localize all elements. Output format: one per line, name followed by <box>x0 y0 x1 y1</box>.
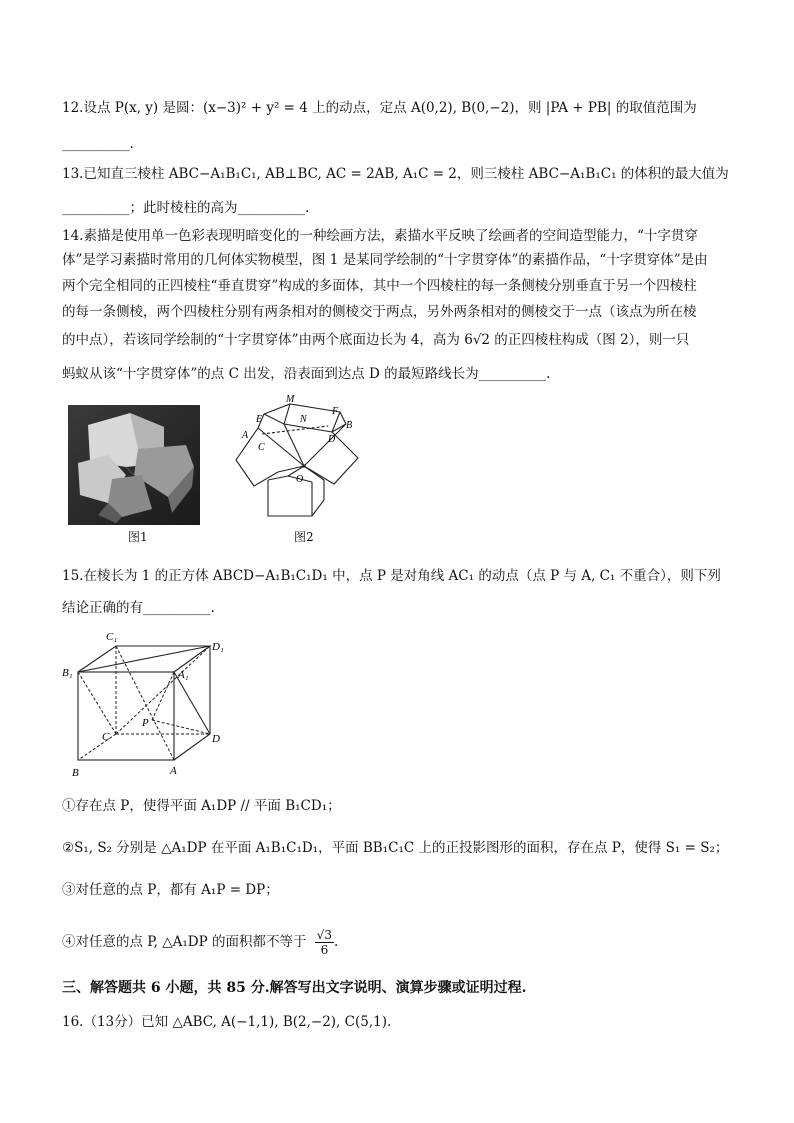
cube-label-B: B <box>72 767 79 779</box>
q15-line2: 结论正确的有__________. <box>62 600 215 616</box>
cube-label-D: D <box>212 733 220 745</box>
q12-answer-blank: __________. <box>62 136 134 152</box>
figure-2-caption: 图2 <box>294 530 314 544</box>
q14-line6: 蚂蚁从该“十字贯穿体”的点 C 出发，沿表面到达点 D 的最短路线长为__________. <box>62 366 551 382</box>
q15-option-4-fraction <box>315 928 334 957</box>
figure-1-sketch <box>68 405 200 529</box>
cube-label-B1: B₁ <box>62 667 73 679</box>
q13-line2: __________；此时棱柱的高为__________. <box>62 200 310 216</box>
section-3-title: 三、解答题共 6 小题，共 85 分.解答写出文字说明、演算步骤或证明过程. <box>62 980 527 996</box>
cube-svg <box>60 624 240 784</box>
cube-figure <box>60 624 240 788</box>
fraction-denominator: 6 <box>320 943 329 957</box>
q14-line3: 两个完全相同的正四棱柱“垂直贯穿”构成的多面体，其中一个四棱柱的每一条侧棱分别垂直于另一个四棱柱 <box>62 278 697 294</box>
figure-2-diagram <box>228 392 368 526</box>
cube-label-A: A <box>170 765 177 777</box>
figure-1-caption: 图1 <box>128 530 148 544</box>
fig2-label-O: O <box>296 474 304 485</box>
fraction-numerator: √3 <box>316 928 333 942</box>
q15-option-3: ③对任意的点 P，都有 A₁P = DP； <box>62 882 279 898</box>
fig2-label-N: N <box>300 414 307 425</box>
q15-option-4-end: . <box>334 934 339 950</box>
figure-2-svg <box>228 392 368 522</box>
fig2-label-F: F <box>332 406 339 417</box>
q14-line2: 体”是学习素描时常用的几何体实物模型，图 1 是某同学绘制的“十字贯穿体”的素描作品，“十字贯穿体”是由 <box>62 252 708 268</box>
q14-line1: 14.素描是使用单一色彩表现明暗变化的一种绘画方法，素描水平反映了绘画者的空间造型能力，“十字贯穿 <box>62 228 698 244</box>
q15-option-4-text: ④对任意的点 P, △A₁DP 的面积都不等于 <box>62 934 307 950</box>
figure-1-image <box>68 405 200 525</box>
q14-line5: 的中点），若该同学绘制的“十字贯穿体”由两个底面边长为 4，高为 6√2 的正四棱柱构成（图 2），则一只 <box>62 332 690 348</box>
fig2-label-M: M <box>286 394 295 405</box>
cube-label-C1: C₁ <box>106 631 118 643</box>
q15-option-4 <box>62 928 338 957</box>
fig2-label-D: D <box>328 434 336 445</box>
fig2-label-A: A <box>242 430 249 441</box>
q15-line1: 15.在棱长为 1 的正方体 ABCD−A₁B₁C₁D₁ 中，点 P 是对角线 AC₁ 的动点（点 P 与 A, C₁ 不重合），则下列 <box>62 568 721 584</box>
cube-label-C: C <box>102 731 110 743</box>
q14-line4: 的每一条侧棱，两个四棱柱分别有两条相对的侧棱交于两点，另外两条相对的侧棱交于一点（该点为所在棱 <box>62 304 697 320</box>
q12-line1: 12.设点 P(x, y) 是圆：(x−3)² + y² = 4 上的动点，定点 A(0,2), B(0,−2)，则 |PA + PB| 的取值范围为 <box>62 100 697 116</box>
fig2-label-B: B <box>346 420 353 431</box>
q15-option-2: ②S₁, S₂ 分别是 △A₁DP 在平面 A₁B₁C₁D₁，平面 BB₁C₁C 上的正投影图形的面积，存在点 P，使得 S₁ = S₂； <box>62 840 729 856</box>
cube-label-P: P <box>142 717 149 729</box>
cube-label-A1: A₁ <box>178 669 189 681</box>
q13-line1: 13.已知直三棱柱 ABC−A₁B₁C₁, AB⊥BC, AC = 2AB, A₁C = 2，则三棱柱 ABC−A₁B₁C₁ 的体积的最大值为 <box>62 166 729 182</box>
q15-option-1: ①存在点 P，使得平面 A₁DP // 平面 B₁CD₁； <box>62 798 341 814</box>
cube-label-D1: D₁ <box>212 641 224 653</box>
fig2-label-E: E <box>256 414 263 425</box>
fig2-label-C: C <box>258 442 265 453</box>
q16-line1: 16.（13分）已知 △ABC, A(−1,1), B(2,−2), C(5,1). <box>62 1014 392 1030</box>
